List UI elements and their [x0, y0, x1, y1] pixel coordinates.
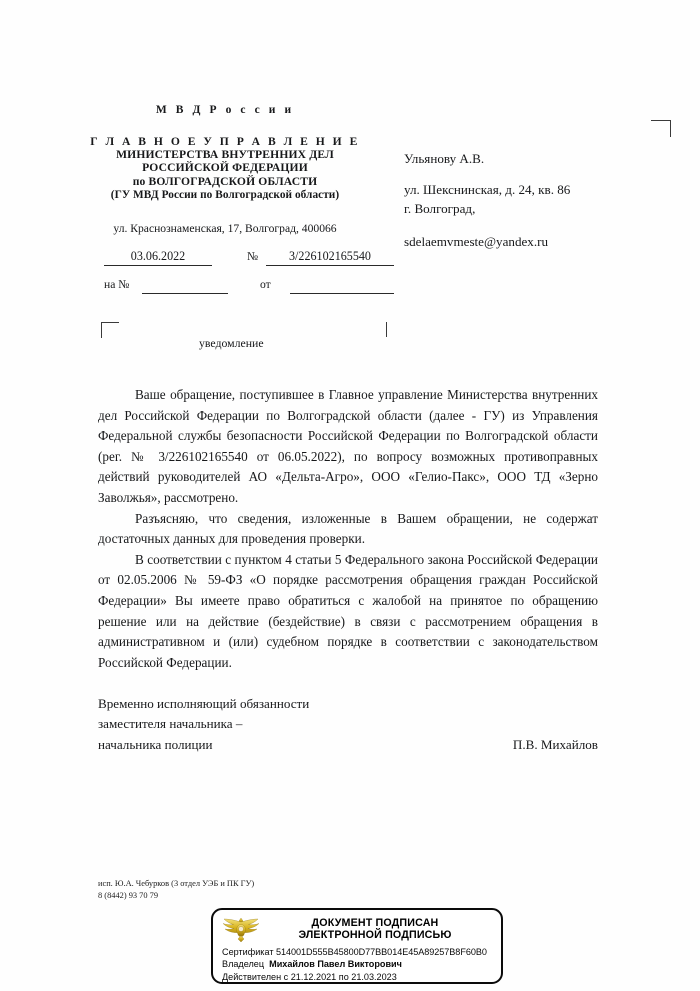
- stamp-heading-line-2: ЭЛЕКТРОННОЙ ПОДПИСЬЮ: [298, 929, 452, 941]
- body-paragraph-2: Разъясняю, что сведения, изложенные в Вашем обращении, не содержат достаточных данных для проведения проверки.: [98, 510, 598, 547]
- addressee-name: Ульянову А.В.: [404, 151, 485, 166]
- addressee-block: [404, 149, 676, 251]
- stamp-validity-value: с 21.12.2021 по 21.03.2023: [283, 971, 397, 982]
- body-paragraph-1: Ваше обращение, поступившее в Главное управление Министерства внутренних дел Российской Федерации по Волгоградской области (далее - ГУ) из Управления Федеральной службы безопасности Российской Федерации по Волгоградской области (рег. № 3/226102165540 от 06.05.2022), по вопросу возможных противоправных действий руководителей АО «Дельта-Агро», ООО «Гелио-Пакс», ООО ТД «Зерно Заволжья», рассмотрено.: [98, 387, 598, 505]
- stamp-owner-row: [222, 958, 501, 970]
- organization-title: [62, 135, 388, 202]
- number-label: №: [247, 250, 259, 263]
- stamp-certificate-hash: 514001D555B45800D77BB014E45A89257B8F60B0: [275, 947, 487, 957]
- corner-bracket-top-right-icon: [651, 120, 671, 137]
- stamp-certificate-row: [222, 946, 501, 958]
- signer-title-line-3: [98, 735, 598, 755]
- letterhead: [62, 104, 388, 202]
- stamp-owner-value: Михайлов Павел Викторович: [269, 959, 402, 970]
- document-number-field[interactable]: 3/226102165540: [266, 249, 394, 266]
- from-date-label: от: [260, 278, 271, 291]
- subject-line: уведомление: [199, 336, 264, 350]
- stamp-header: [213, 910, 501, 945]
- org-title-line-5: (ГУ МВД России по Волгоградской области): [110, 188, 340, 201]
- stamp-validity-row: [222, 971, 501, 983]
- on-number-label: на №: [104, 278, 130, 291]
- addressee-city: г. Волгоград,: [404, 201, 476, 216]
- stamp-owner-label: Владелец: [222, 959, 265, 970]
- ministry-name: М В Д Р о с с и и: [155, 104, 295, 116]
- addressee-spacer-2: [404, 218, 676, 232]
- addressee-email: sdelaemvmeste@yandex.ru: [404, 234, 549, 249]
- electronic-signature-stamp: [211, 908, 503, 984]
- reference-block: [104, 249, 394, 305]
- body-paragraph-3: В соответствии с пунктом 4 статьи 5 Федерального закона Российской Федерации от 02.05.2006 № 59-ФЗ «О порядке рассмотрения обращения граждан Российской Федерации» Вы имеете право обратиться с жалобой на принятое по обращению решение или на действие (бездействие) в связи с рассмотрением обращения в административном и (или) судебном порядке в соответствии с законодательством Российской Федерации.: [98, 551, 598, 670]
- document-date-field[interactable]: 03.06.2022: [104, 249, 212, 266]
- on-number-field[interactable]: [142, 277, 228, 294]
- mvd-eagle-emblem-icon: [220, 914, 262, 944]
- from-date-field[interactable]: [290, 277, 394, 294]
- stamp-validity-label: Действителен: [222, 971, 282, 982]
- stamp-details: [213, 945, 501, 983]
- stamp-heading: [262, 917, 494, 942]
- postal-address: ул. Краснознаменская, 17, Волгоград, 400066: [113, 222, 337, 235]
- executor-note: [98, 878, 254, 901]
- org-title-line-2: МИНИСТЕРСТВА ВНУТРЕННИХ ДЕЛ: [116, 148, 334, 162]
- stamp-heading-line-1: ДОКУМЕНТ ПОДПИСАН: [311, 916, 439, 929]
- signature-block: [98, 694, 598, 755]
- signer-title-line-1: Временно исполняющий обязанности: [98, 696, 310, 711]
- addressee-spacer-1: [404, 168, 676, 180]
- executor-line-1: исп. Ю.А. Чебурков (3 отдел УЭБ и ПК ГУ): [98, 879, 255, 888]
- org-title-line-4: по ВОЛГОГРАДСКОЙ ОБЛАСТИ: [132, 174, 318, 188]
- signer-name: П.В. Михайлов: [512, 736, 598, 752]
- reference-row-outgoing: [104, 249, 394, 277]
- org-title-line-1: Г Л А В Н О Е У П Р А В Л Е Н И Е: [90, 135, 360, 148]
- addressee-street: ул. Шекснинская, д. 24, кв. 86: [404, 182, 571, 197]
- reference-row-incoming: [104, 277, 394, 305]
- executor-line-2: 8 (8442) 93 70 79: [98, 890, 159, 900]
- signer-title-line-3-text: начальника полиции: [98, 736, 213, 752]
- corner-bracket-bottom-left-icon: [101, 322, 119, 338]
- stamp-certificate-label: Сертификат: [222, 947, 274, 957]
- corner-tick-mark-icon: [386, 322, 387, 337]
- org-title-line-3: РОССИЙСКОЙ ФЕДЕРАЦИИ: [142, 161, 308, 175]
- signer-title-line-2: заместителя начальника –: [98, 716, 243, 732]
- document-body: [98, 385, 598, 673]
